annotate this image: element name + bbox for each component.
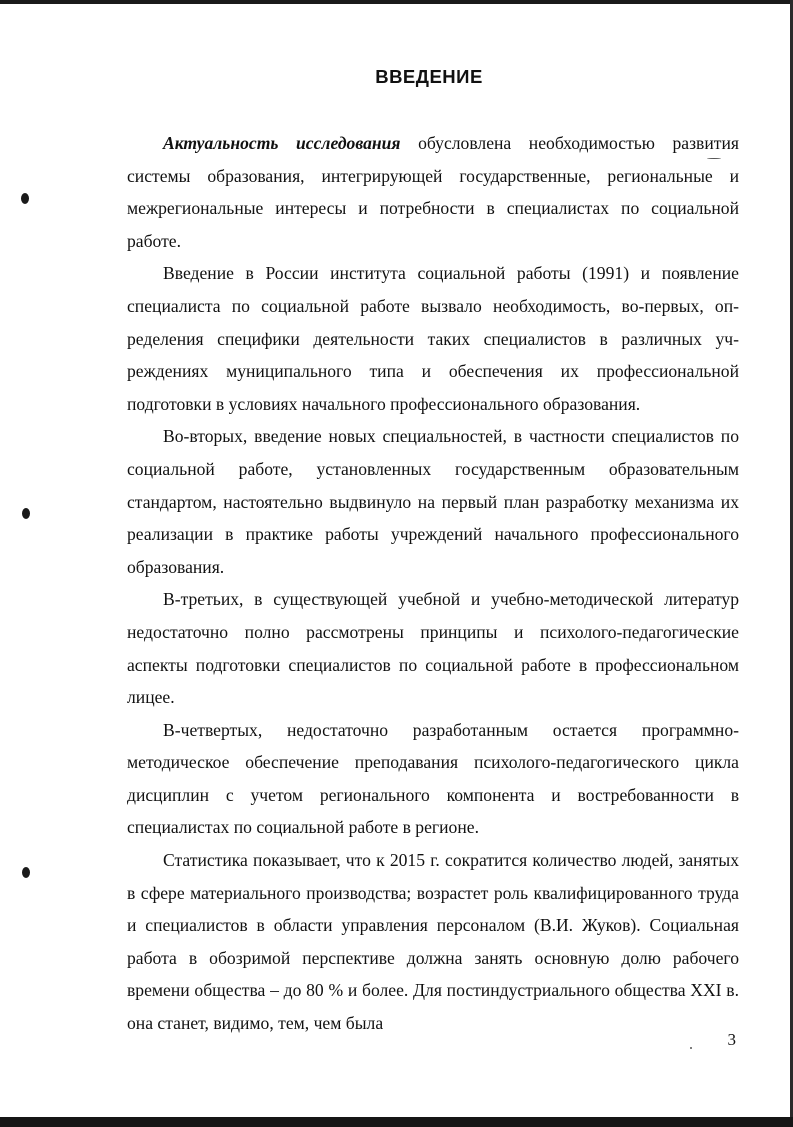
binder-hole-mark [21,193,29,204]
page-heading: ВВЕДЕНИЕ [375,66,483,87]
paragraph: Во-вторых, введение новых специальностей, в частности специалистов по социальной работе, установленных государственным образовательным стандартом, настоятельно выдвинуло на первый план разработку механизма их реализации в практике работы учреждений начального профессионального образования. [127,426,739,577]
scan-border-bottom [0,1117,793,1127]
paragraph: В-четвертых, недостаточно разработанным остается программно-методическое обеспечение преподавания психолого-педагогического цикла дисциплин с учетом регионального компонента и востребованности в специалистах по социальной работе в регионе. [127,719,739,838]
paragraph: Статистика показывает, что к 2015 г. сократится количество людей, занятых в сфере материального производства; возрастет роль квалифицированного труда и специалистов в области управления персоналом (В.И. Жуков). Социальная работа в обозримой перспективе должна занять основную долю рабочего времени общества – до 80 % и более. Для постиндустриального общества XXI в. она станет, видимо, тем, чем была [127,850,739,1034]
paragraph-lead: Актуальность исследования [163,133,401,153]
paragraph-relevance [127,127,739,257]
page-number: 3 [727,1030,736,1049]
paragraph: Введение в России института социальной работы (1991) и появление специалиста по социальной работе вызвало необходимость, во-первых, определения специфики деятельности таких специалистов в различных учреждениях муниципального типа и обеспечения их профессиональной подготовки в условиях начального профессионального образования. [127,263,739,414]
scan-speck [690,1047,692,1049]
paragraph: В-третьих, в существующей учебной и учебно-методической литератур недостаточно полно рассмотрены принципы и психолого-педагогические аспекты подготовки специалистов по социальной работе в профессиональном лицее. [127,589,739,708]
binder-hole-mark [22,867,30,878]
scan-border-top [0,0,793,4]
paragraph-text: обусловлена необходимостью развития системы образования, интегрирующей государственные, региональные и межрегиональные интересы и потребности в специалистах по социальной работе. [127,133,739,251]
document-body [127,127,739,1040]
binder-hole-mark [22,508,30,519]
